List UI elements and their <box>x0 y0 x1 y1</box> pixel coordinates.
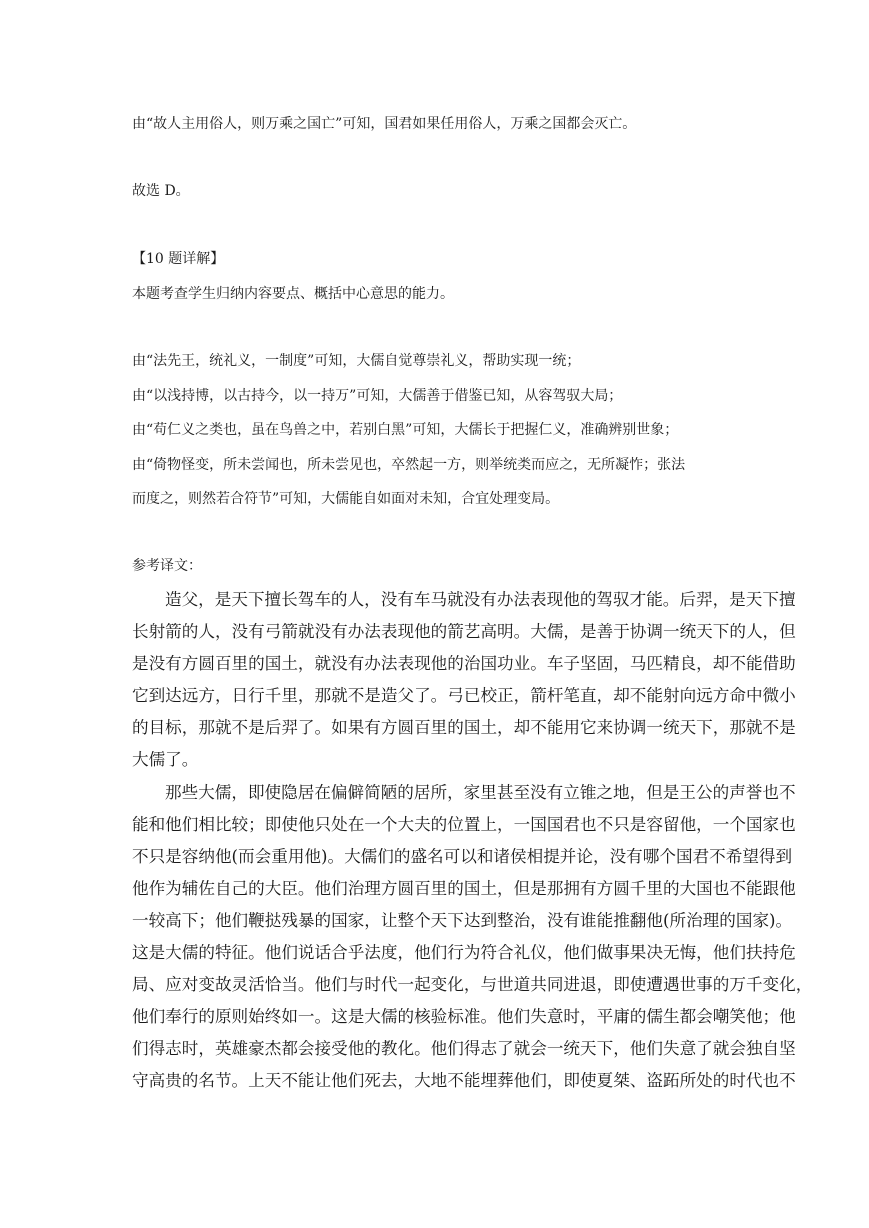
text-line: 由“以浅持博，以古持今，以一持万”可知，大儒善于借鉴已知，从容驾驭大局； <box>132 388 623 404</box>
text-line: 参考译文： <box>132 558 202 574</box>
section-heading: 【10 题详解】 <box>132 251 225 267</box>
paragraph-line: 的目标，那就不是后羿了。如果有方圆百里的国土，却不能用它来协调一统天下，那就不是 <box>132 718 796 737</box>
text-line: 由“苟仁义之类也，虽在鸟兽之中，若别白黑”可知，大儒长于把握仁义，准确辨别世象； <box>132 422 679 438</box>
text-line: 而度之，则然若合符节”可知，大儒能自如面对未知，合宜处理变局。 <box>132 491 560 507</box>
text-line: 故选 D。 <box>132 183 190 199</box>
translation-paragraph-1 <box>132 584 796 776</box>
paragraph-line: 不只是容纳他(而会重用他)。大儒们的盛名可以和诸侯相提并论，没有哪个国君不希望得到 <box>132 847 793 866</box>
text-line: 由“倚物怪变，所未尝闻也，所未尝见也，卒然起一方，则举统类而应之，无所凝怍；张法 <box>132 457 686 473</box>
paragraph-line: 这是大儒的特征。他们说话合乎法度，他们行为符合礼仪，他们做事果决无悔，他们扶持危 <box>132 943 796 962</box>
paragraph-line: 它到达远方，日行千里，那就不是造父了。弓已校正，箭杆笔直，却不能射向远方命中微小 <box>132 686 796 705</box>
paragraph-line: 长射箭的人，没有弓箭就没有办法表现他的箭艺高明。大儒，是善于协调一统天下的人，但 <box>132 622 796 641</box>
paragraph-line: 一较高下；他们鞭挞残暴的国家，让整个天下达到整治，没有谁能推翻他(所治理的国家)。 <box>132 911 793 930</box>
translation-paragraph-2 <box>132 777 813 1097</box>
paragraph-line: 那些大儒，即使隐居在偏僻简陋的居所，家里甚至没有立锥之地，但是王公的声誉也不 <box>165 783 796 802</box>
paragraph-line: 局、应对变故灵活恰当。他们与时代一起变化，与世道共同进退，即使遭遇世事的万千变化， <box>132 975 813 994</box>
paragraph-line: 守高贵的名节。上天不能让他们死去，大地不能埋葬他们，即使夏桀、盗跖所处的时代也不 <box>132 1071 796 1090</box>
text-line: 由“法先王，统礼义，一制度”可知，大儒自觉尊崇礼义，帮助实现一统； <box>132 353 581 369</box>
paragraph-line: 是没有方圆百里的国土，就没有办法表现他的治国功业。车子坚固，马匹精良，却不能借助 <box>132 654 796 673</box>
paragraph-line: 造父，是天下擅长驾车的人，没有车马就没有办法表现他的驾驭才能。后羿，是天下擅 <box>165 590 796 609</box>
paragraph-line: 他作为辅佐自己的大臣。他们治理方圆百里的国土，但是那拥有方圆千里的大国也不能跟他 <box>132 879 796 898</box>
paragraph-line: 能和他们相比较；即使他只处在一个大夫的位置上，一国国君也不只是容留他，一个国家也 <box>132 815 796 834</box>
paragraph-line: 们得志时，英雄豪杰都会接受他的教化。他们得志了就会一统天下，他们失意了就会独自坚 <box>132 1039 796 1058</box>
text-line: 由“故人主用俗人，则万乘之国亡”可知，国君如果任用俗人，万乘之国都会灭亡。 <box>132 116 637 132</box>
paragraph-line: 他们奉行的原则始终如一。这是大儒的核验标准。他们失意时，平庸的儒生都会嘲笑他；他 <box>132 1007 796 1026</box>
paragraph-line: 大儒了。 <box>132 750 199 769</box>
text-line: 本题考查学生归纳内容要点、概括中心意思的能力。 <box>132 286 454 302</box>
